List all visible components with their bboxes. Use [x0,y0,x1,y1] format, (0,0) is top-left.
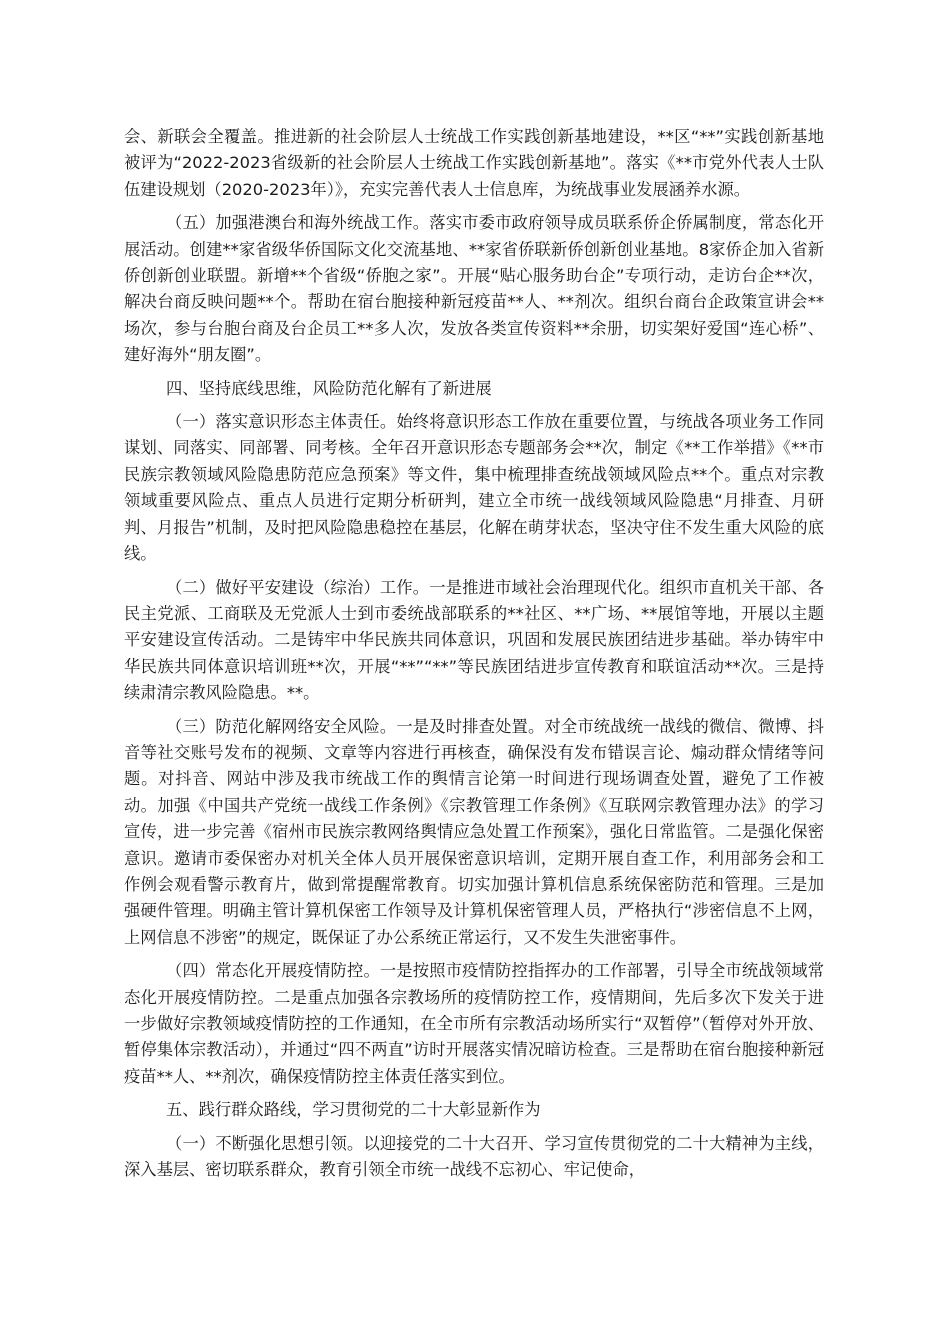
paragraph-overseas-united-front: （五）加强港澳台和海外统战工作。落实市委市政府领导成员联系侨企侨属制度，常态化开展活动。创建**家省级华侨国际文化交流基地、**家省侨联新侨创新创业基地。8家侨企加入省新侨创新创业联盟。新增**个省级“侨胞之家”。开展“贴心服务助台企”专项行动，走访台企**次，解决台商反映问题**个。帮助在宿台胞接种新冠疫苗**人、**剂次。组织台商台企政策宣讲会**场次，参与台胞台商及台企员工**多人次，发放各类宣传资料**余册，切实架好爱国“连心桥”、建好海外“朋友圈”。 [124,213,824,365]
continuation-paragraph: 会、新联会全覆盖。推进新的社会阶层人士统战工作实践创新基地建设，**区“**”实践创新基地被评为“2022-2023省级新的社会阶层人士统战工作实践创新基地”。落实《**市党外代表人士队伍建设规划（2020-2023年）》，充实完善代表人士信息库，为统战事业发展涵养水源。 [124,127,824,199]
paragraph-ideology-responsibility: （一）落实意识形态主体责任。始终将意识形态工作放在重要位置，与统战各项业务工作同谋划、同落实、同部署、同考核。全年召开意识形态专题部务会**次，制定《**工作举措》《**市民族宗教领域风险隐患防范应急预案》等文件，集中梳理排查统战领域风险点**个。重点对宗教领域重要风险点、重点人员进行定期分析研判，建立全市统一战线领域风险隐患“月排查、月研判、月报告”机制，及时把风险隐患稳控在基层，化解在萌芽状态，坚决守住不发生重大风险的底线。 [124,412,824,564]
document-body [124,124,824,1190]
paragraph-safety-construction: （二）做好平安建设（综治）工作。一是推进市域社会治理现代化。组织市直机关干部、各民主党派、工商联及无党派人士到市委统战部联系的**社区、**广场、**展馆等地，开展以主题平安建设宣传活动。二是铸牢中华民族共同体意识，巩固和发展民族团结进步基础。举办铸牢中华民族共同体意识培训班**次，开展“**”“**”等民族团结进步宣传教育和联谊活动**次。三是持续肃清宗教风险隐患。**。 [124,577,824,703]
paragraph-epidemic-prevention: （四）常态化开展疫情防控。一是按照市疫情防控指挥办的工作部署，引导全市统战领域常态化开展疫情防控。二是重点加强各宗教场所的疫情防控工作，疫情期间，先后多次下发关于进一步做好宗教领域疫情防控的工作通知，在全市所有宗教活动场所实行“双暂停”（暂停对外开放、暂停集体宗教活动），并通过“四不两直”访时开展落实情况暗访检查。三是帮助在宿台胞接种新冠疫苗**人、**剂次，确保疫情防控主体责任落实到位。 [124,961,824,1086]
paragraph-ideological-guidance: （一）不断强化思想引领。以迎接党的二十大召开、学习宣传贯彻党的二十大精神为主线，深入基层、密切联系群众，教育引领全市统一战线不忘初心、牢记使命， [124,1133,824,1180]
section-heading-5: 五、践行群众路线，学习贯彻党的二十大彰显新作为 [166,1100,541,1120]
section-heading-4: 四、坚持底线思维，风险防范化解有了新进展 [166,378,492,398]
paragraph-network-security: （三）防范化解网络安全风险。一是及时排查处置。对全市统战统一战线的微信、微博、抖音等社交账号发布的视频、文章等内容进行再核查，确保没有发布错误言论、煽动群众情绪等问题。对抖音、网站中涉及我市统战工作的舆情言论第一时间进行现场调查处置，避免了工作被动。加强《中国共产党统一战线工作条例》《宗教管理工作条例》《互联网宗教管理办法》的学习宣传，进一步完善《宿州市民族宗教网络舆情应急处置工作预案》，强化日常监管。二是强化保密意识。邀请市委保密办对机关全体人员开展保密意识培训，定期开展自查工作，利用部务会和工作例会观看警示教育片，做到常提醒常教育。切实加强计算机信息系统保密防范和管理。三是加强硬件管理。明确主管计算机保密工作领导及计算机保密管理人员，严格执行“涉密信息不上网，上网信息不涉密”的规定，既保证了办公系统正常运行，又不发生失泄密事件。 [124,716,824,947]
